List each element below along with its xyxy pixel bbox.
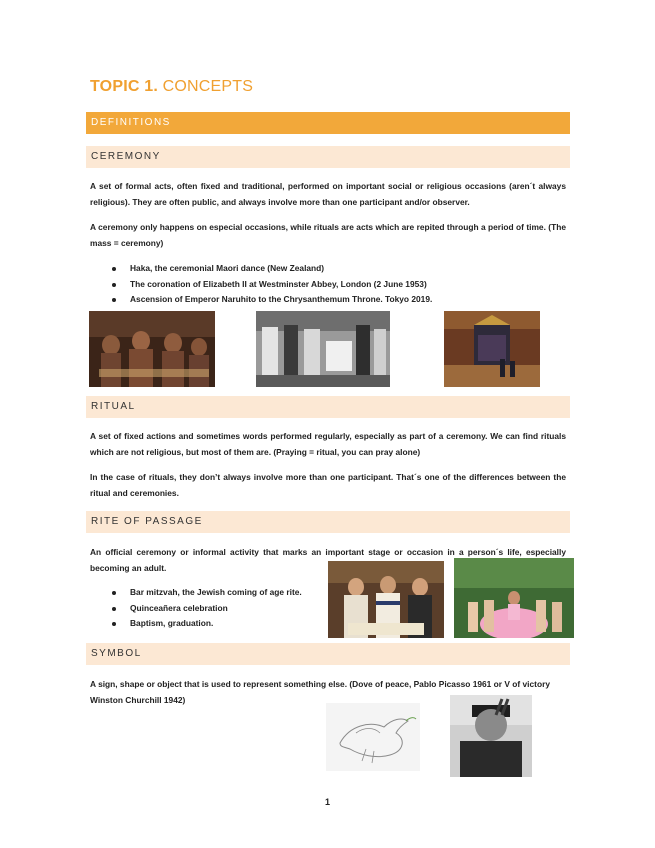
ceremony-paragraph-1: A set of formal acts, often fixed and traditional, performed on important social or religious occasions (aren´t always religious). They are often public, and always involve more than one participant and/or observer. [90, 181, 566, 207]
haka-photo [89, 311, 215, 387]
page-number: 1 [324, 797, 330, 807]
ceremony-heading: CEREMONY [86, 146, 570, 168]
title-bold: TOPIC 1. [90, 78, 158, 95]
list-item: Ascension of Emperor Naruhito to the Chrysanthemum Throne. Tokyo 2019. [110, 292, 432, 308]
enthronement-photo [444, 311, 540, 387]
ceremony-bullet-list [110, 261, 432, 308]
definitions-band: DEFINITIONS [86, 112, 570, 134]
list-item: The coronation of Elizabeth II at Westminster Abbey, London (2 June 1953) [110, 277, 432, 293]
rite-of-passage-bullet-list [110, 585, 302, 632]
ritual-paragraph-2: In the case of rituals, they don’t always involve more than one participant. That´s one of the differences between the ritual and ceremonies. [90, 472, 566, 498]
quinceanera-photo [454, 558, 574, 638]
symbol-heading: SYMBOL [86, 643, 570, 665]
rite-of-passage-heading: RITE OF PASSAGE [86, 511, 570, 533]
symbol-paragraph: A sign, shape or object that is used to represent something else. (Dove of peace, Pablo Picasso 1961 or V of victory Winston Churchill 1942) [90, 679, 550, 705]
ritual-paragraph-1: A set of fixed actions and sometimes words performed regularly, especially as part of a ceremony. We can find rituals which are not religious, but most of them are. (Praying = ritual, you can pray alone) [90, 431, 566, 457]
page-title [90, 78, 253, 96]
bar-mitzvah-photo [328, 561, 444, 638]
rite-of-passage-paragraph: An official ceremony or informal activity that marks an important stage or occasion in a person´s life, especially becoming an adult. [90, 547, 566, 573]
list-item: Bar mitzvah, the Jewish coming of age rite. [110, 585, 302, 601]
coronation-photo [256, 311, 390, 387]
churchill-photo [450, 695, 532, 777]
title-rest: CONCEPTS [158, 78, 254, 95]
list-item: Quinceañera celebration [110, 601, 302, 617]
ritual-heading: RITUAL [86, 396, 570, 418]
list-item: Baptism, graduation. [110, 616, 302, 632]
ceremony-paragraph-2: A ceremony only happens on especial occasions, while rituals are acts which are repited through a period of time. (The mass = ceremony) [90, 222, 566, 248]
list-item: Haka, the ceremonial Maori dance (New Zealand) [110, 261, 432, 277]
picasso-dove-image [326, 703, 420, 771]
